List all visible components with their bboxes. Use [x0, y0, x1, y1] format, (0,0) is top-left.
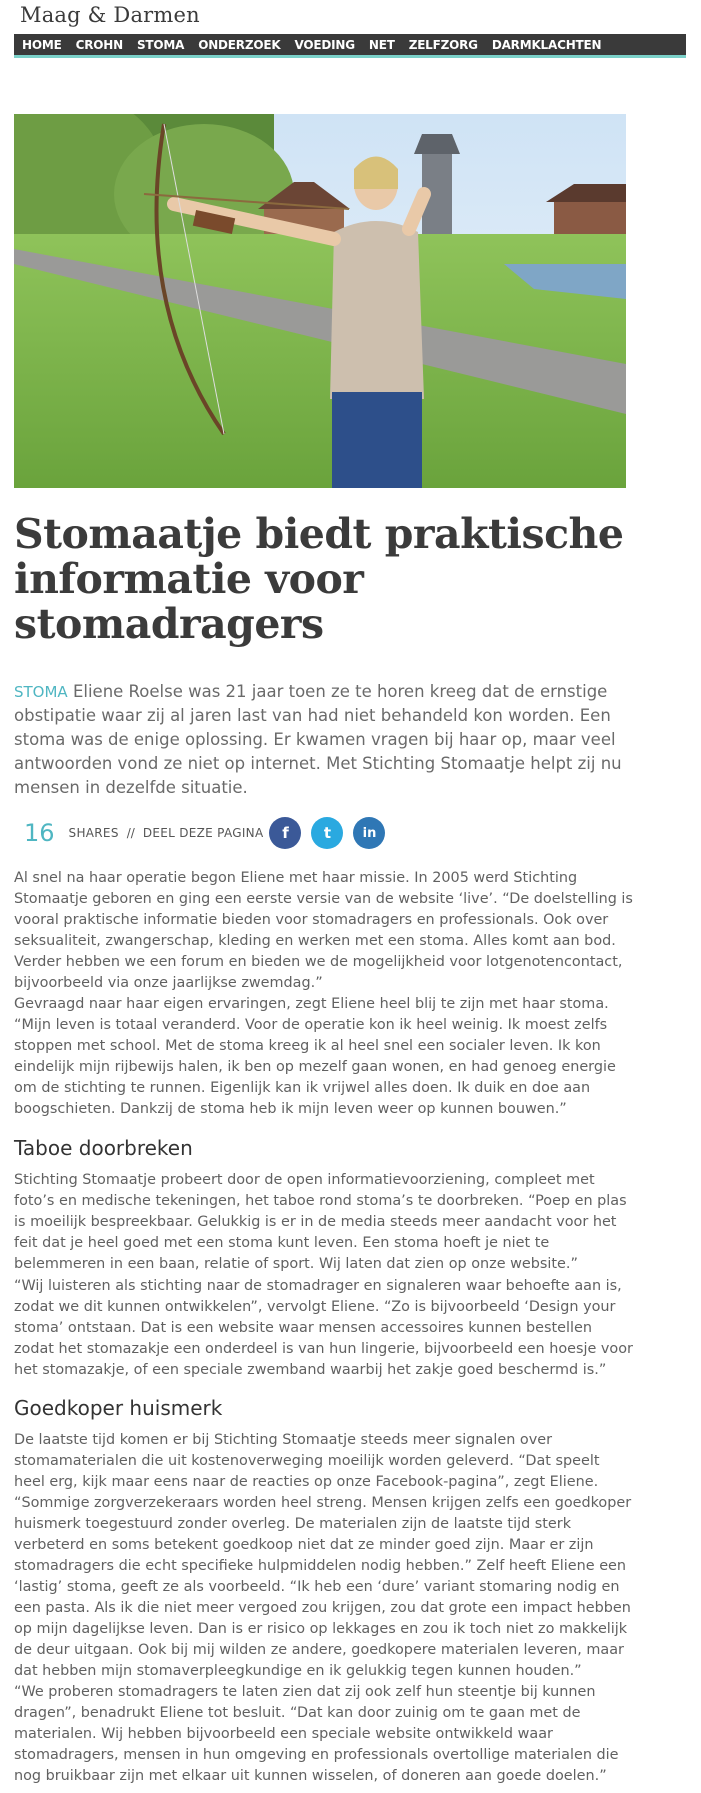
site-title[interactable]: Maag & Darmen	[20, 3, 200, 27]
linkedin-share-button[interactable]	[353, 817, 385, 849]
twitter-share-button[interactable]	[311, 817, 343, 849]
share-count: 16	[24, 819, 55, 847]
body-paragraph: De laatste tijd komen er bij Stichting Stomaatje steeds meer signalen over stomamaterialen die uit kostenoverweging moeilijk worden geleverd. “Dat speelt heel erg, kijk maar eens naar de reacties op onze Facebook-pagina”, zegt Eliene. “Sommige zorgverzekeraars worden heel streng. Mensen krijgen zelfs een goedkoper huismerk toegestuurd zonder overleg. De materialen zijn de laatste tijd sterk verbeterd en soms betekent goedkoop niet dat ze minder goed zijn. Maar er zijn stomadragers die echt specifieke hulpmiddelen nodig hebben.” Zelf heeft Eliene een ‘lastig’ stoma, geeft ze als voorbeeld. “Ik heb een ‘dure’ variant stomaring nodig en een pasta. Als ik die niet meer vergoed zou krijgen, zou dat grote een impact hebben op mijn dagelijkse leven. Dan is er risico op lekkages en zou ik toch niet zo makkelijk de deur uitgaan. Ook bij mij wilden ze andere, goedkopere materialen leveren, maar dat hebben mijn stomaverpleegkundige en ik gelukkig tegen kunnen houden.”	[14, 1432, 632, 1679]
facebook-icon: f	[282, 824, 289, 842]
nav-item-darmklachten[interactable]: DARMKLACHTEN	[491, 37, 602, 52]
body-paragraph: Gevraagd naar haar eigen ervaringen, zegt Eliene heel blij te zijn met haar stoma. “Mijn leven is totaal veranderd. Voor de operatie kon ik heel weinig. Ik moest zelfs stoppen met school. Met de stoma kreeg ik al heel snel een socialer leven. Ik kon eindelijk mijn rijbewijs halen, ik ben op mezelf gaan wonen, en had genoeg energie om de stichting te runnen. Eigenlijk kan ik vrijwel alles doen. Ik duik en doe aan boogschieten. Dankzij de stoma heb ik mijn leven weer op kunnen bouwen.”	[14, 996, 616, 1117]
shares-label: SHARES	[68, 826, 119, 840]
share-bar	[24, 816, 385, 850]
section-heading: Goedkoper huismerk	[14, 1396, 223, 1420]
nav-item-onderzoek[interactable]: ONDERZOEK	[198, 37, 281, 52]
linkedin-icon: in	[362, 825, 377, 841]
nav-item-voeding[interactable]: VOEDING	[294, 37, 355, 52]
nav-item-stoma[interactable]: STOMA	[136, 37, 185, 52]
facebook-share-button[interactable]	[269, 817, 301, 849]
nav-item-zelfzorg[interactable]: ZELFZORG	[408, 37, 478, 52]
article-intro	[14, 680, 626, 800]
nav-item-net[interactable]: NET	[368, 37, 395, 52]
body-paragraph: Stichting Stomaatje probeert door de open informatievoorziening, compleet met foto’s en medische tekeningen, het taboe rond stoma’s te doorbreken. “Poep en plas is moeilijk bespreekbaar. Gelukkig is er in de media steeds meer aandacht voor het feit dat je heel goed met een stoma kunt leven. Een stoma hoeft je niet te belemmeren in een baan, relatie of sport. Wij laten dat zien op onze website.”	[14, 1172, 627, 1272]
twitter-icon: t	[323, 824, 332, 842]
section-heading: Taboe doorbreken	[14, 1136, 193, 1160]
body-paragraph: “Wij luisteren als stichting naar de stomadrager en signaleren waar behoefte aan is, zodat we dit kunnen ontwikkelen”, vervolgt Eliene. “Zo is bijvoorbeeld ‘Design your stoma’ ontstaan. Dat is een website waar mensen accessoires kunnen bestellen zodat het stomazakje een onderdeel is van hun lingerie, bijvoorbeeld een hoesje voor het stomazakje, of een speciale zwemband waarbij het zakje goed beschermd is.”	[14, 1278, 633, 1378]
intro-text: Eliene Roelse was 21 jaar toen ze te horen kreeg dat de ernstige obstipatie waar zij al jaren last van had niet behandeld kon worden. Een stoma was de enige oplossing. Er kwamen vragen bij haar op, maar veel antwoorden vond ze niet op internet. Met Stichting Stomaatje helpt zij nu mensen in dezelfde situatie.	[14, 682, 622, 797]
main-navigation	[14, 34, 686, 58]
nav-item-home[interactable]: HOME	[22, 37, 62, 52]
share-separator: //	[126, 826, 135, 840]
share-page-label: DEEL DEZE PAGINA	[142, 826, 264, 840]
nav-item-crohn[interactable]: CROHN	[75, 37, 123, 52]
hero-image	[14, 114, 626, 488]
category-tag[interactable]: STOMA	[14, 683, 68, 701]
body-paragraph: “We proberen stomadragers te laten zien dat zij ook zelf hun steentje bij kunnen dragen”, benadrukt Eliene tot besluit. “Dat kan door zuinig om te gaan met de materialen. Wij hebben bijvoorbeeld een speciale website ontwikkeld waar stomadragers, mensen in hun omgeving en professionals overtollige materialen die nog bruikbaar zijn met elkaar uit kunnen wisselen, of doneren aan goede doelen.”	[14, 1684, 619, 1784]
site-header	[0, 0, 701, 62]
body-paragraph: Al snel na haar operatie begon Eliene met haar missie. In 2005 werd Stichting Stomaatje geboren en ging een eerste versie van de website ‘live’. “De doelstelling is vooral praktische informatie bieden voor stomadragers en professionals. Ook over seksualiteit, zwangerschap, kleding en werken met een stoma. Alles komt aan bod. Verder hebben we een forum en bieden we de mogelijkheid voor lotgenotencontact, bijvoorbeeld via onze jaarlijkse zwemdag.”	[14, 870, 633, 991]
article-title: Stomaatje biedt praktische informatie voor stomadragers	[14, 510, 624, 648]
